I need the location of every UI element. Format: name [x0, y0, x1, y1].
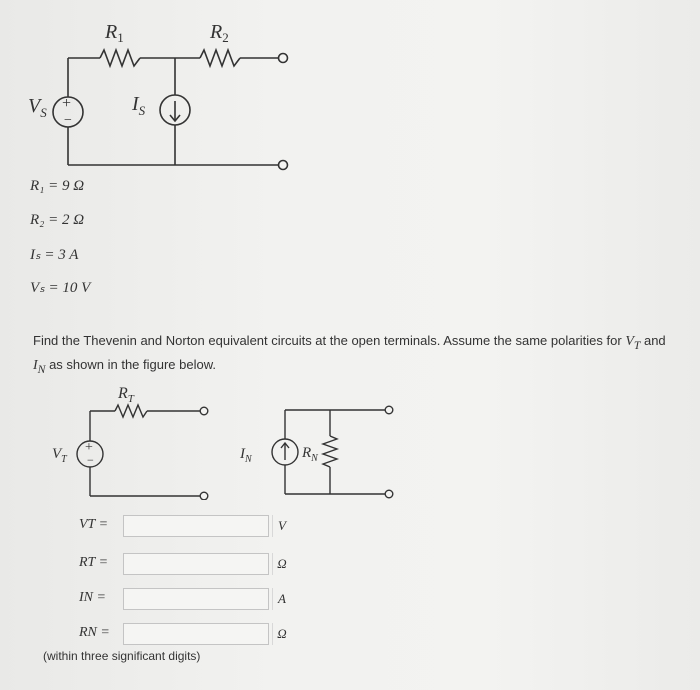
- unit-rt: Ω: [272, 553, 291, 575]
- minus-sign: −: [64, 113, 72, 128]
- answer-label-vt: VT =: [79, 517, 109, 532]
- given-is: Iₛ = 3 A: [30, 247, 79, 263]
- label-is: $I_S$: [132, 93, 146, 118]
- answer-label-in: IN =: [79, 590, 106, 605]
- rt-input[interactable]: [123, 553, 269, 575]
- vt-input[interactable]: [123, 515, 269, 537]
- unit-rn: Ω: [272, 623, 291, 645]
- label-in: $I_N$: [240, 446, 252, 465]
- unit-vt: V: [272, 515, 291, 537]
- thevenin-minus: −: [87, 453, 94, 467]
- label-rn: $R_N$: [302, 445, 318, 464]
- label-rt: $R_T$: [118, 385, 134, 405]
- given-r1: R₁ = 9 Ω: [30, 178, 85, 194]
- given-r2: R₂ = 2 Ω: [30, 212, 85, 228]
- label-r1: $R_1$: [105, 21, 124, 45]
- label-vt: $V_T$: [52, 446, 67, 465]
- answer-label-rt: RT =: [79, 555, 109, 570]
- equivalent-circuits-diagram: [0, 380, 420, 500]
- rn-input[interactable]: [123, 623, 269, 645]
- question-prompt: Find the Thevenin and Norton equivalent circuits at the open terminals. Assume the same polarities for $V_T$ and $I_N$ as shown in the figure below.: [33, 333, 666, 376]
- unit-in: A: [272, 588, 291, 610]
- plus-sign: +: [62, 95, 72, 112]
- label-vs: $V_S$: [28, 95, 47, 120]
- answer-label-rn: RN =: [79, 625, 110, 640]
- in-input[interactable]: [123, 588, 269, 610]
- given-vs: Vₛ = 10 V: [30, 280, 91, 296]
- circuit-diagram: [0, 0, 320, 180]
- thevenin-plus: +: [85, 440, 93, 455]
- label-r2: $R_2$: [210, 21, 229, 45]
- precision-note: (within three significant digits): [43, 649, 201, 663]
